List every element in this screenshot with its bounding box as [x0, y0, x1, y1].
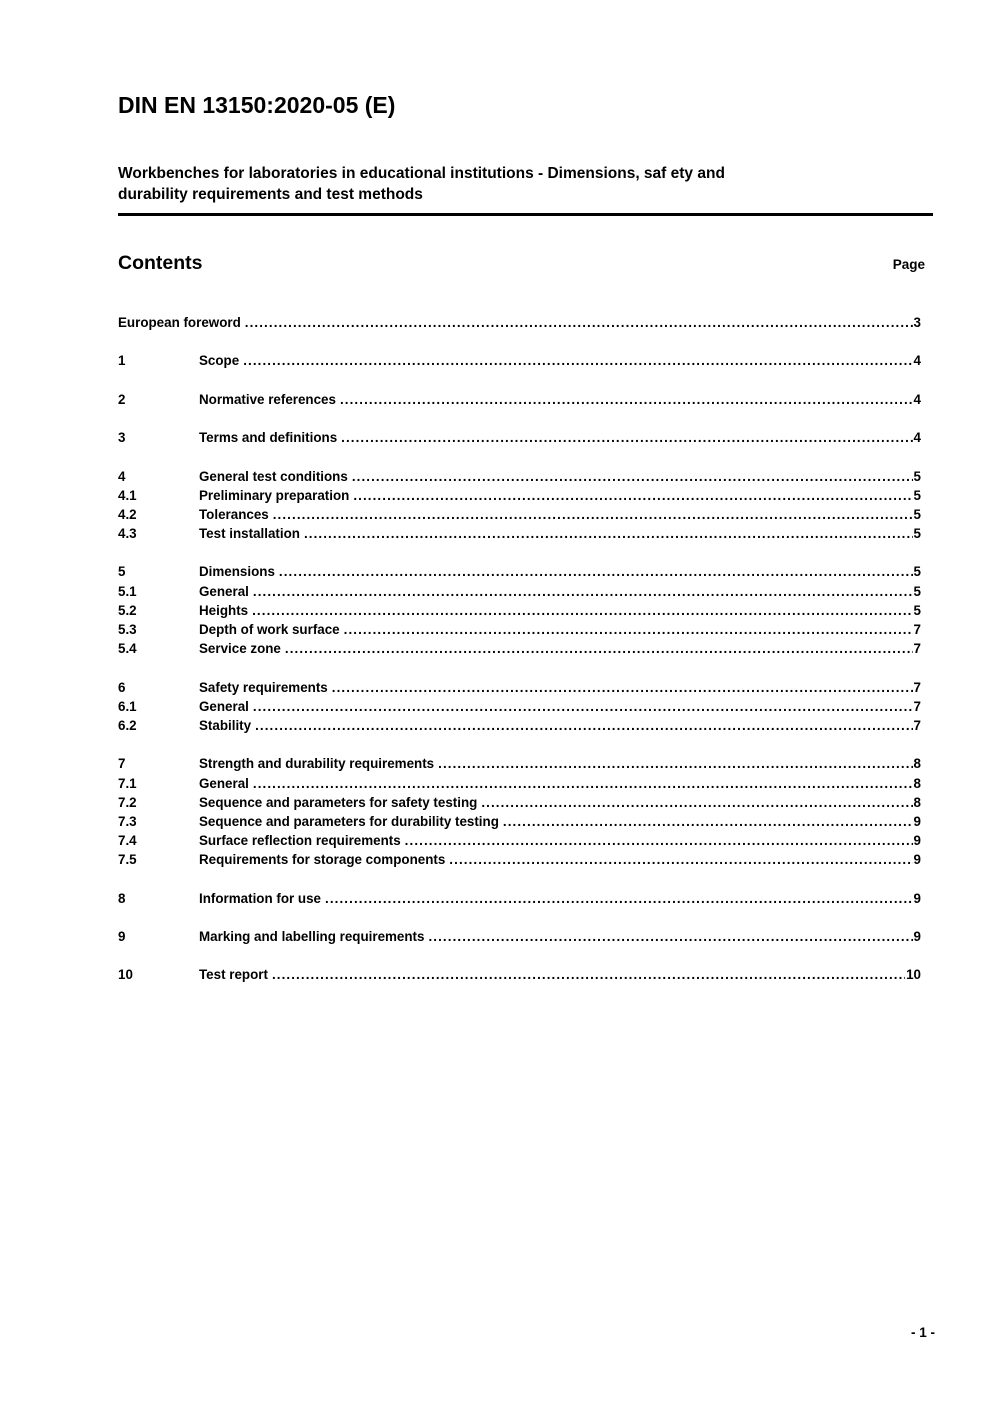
toc-entry-number: 8 [118, 890, 126, 906]
toc-leader-dots [449, 850, 912, 869]
toc-leader-dots [243, 351, 912, 370]
toc-entry-title: Information for use [199, 890, 322, 906]
toc-entry [118, 505, 921, 524]
toc-entry-number: 6.1 [118, 698, 137, 714]
toc-entry-title: Strength and durability requirements [199, 756, 435, 772]
toc-entry-title: Depth of work surface [199, 622, 340, 637]
toc-leader-dots [325, 889, 913, 908]
toc-entry [118, 601, 921, 620]
toc-entry [118, 620, 921, 639]
toc-entry-page: 9 [913, 813, 921, 829]
toc-entry-title: Sequence and parameters for safety testing [199, 794, 478, 810]
toc-leader-dots [344, 620, 913, 639]
toc-leader-dots [405, 831, 913, 850]
toc-entry-title: Dimensions [199, 564, 275, 580]
toc-entry [118, 716, 921, 735]
toc-leader-dots [341, 428, 912, 447]
toc-entry-number: 7.5 [118, 852, 137, 868]
toc-leader-dots [438, 754, 912, 773]
toc-entry [118, 850, 921, 869]
toc-entry-page: 5 [913, 487, 921, 503]
toc-entry-title: Safety requirements [199, 679, 328, 695]
toc-entry-page: 8 [913, 794, 921, 810]
toc-entry-page: 8 [913, 756, 921, 772]
toc-entry-page: 4 [913, 430, 921, 446]
toc-entry-number: 5.2 [118, 602, 137, 618]
toc-entry-number: 6 [118, 679, 126, 695]
toc-entry-number: 4 [118, 468, 126, 484]
toc-entry-page: 7 [913, 717, 921, 733]
toc-entry-title: Terms and definitions [199, 430, 338, 446]
toc-entry-number: 4.1 [118, 487, 137, 503]
toc-entry-page: 3 [913, 315, 921, 330]
toc-entry-number: 5 [118, 564, 126, 580]
toc-leader-dots [304, 524, 913, 543]
toc-entry-number: 7.1 [118, 775, 137, 791]
toc-entry-page: 7 [913, 698, 921, 714]
toc-entry [118, 965, 921, 984]
document-subtitle [118, 163, 933, 216]
toc-leader-dots [503, 812, 913, 831]
toc-entry-title: Sequence and parameters for durability testing [199, 813, 499, 829]
toc-entry-page: 10 [906, 967, 921, 983]
toc-entry [118, 678, 921, 697]
toc-entry-number: 10 [118, 967, 133, 983]
toc-leader-dots [352, 467, 913, 486]
toc-entry-title: Service zone [199, 641, 281, 657]
toc-entry-page: 4 [913, 353, 921, 369]
toc-leader-dots [285, 639, 913, 658]
toc-entry-title: Stability [199, 717, 252, 733]
toc-entry-title: General test conditions [199, 468, 348, 484]
toc-leader-dots [255, 716, 912, 735]
toc-entry-title: General [199, 698, 249, 714]
toc-entry-title: Preliminary preparation [199, 487, 350, 503]
toc-entry [118, 793, 921, 812]
toc-entry-number: 7 [118, 756, 126, 772]
toc-entry-page: 7 [913, 679, 921, 695]
toc-entry-number: 5.1 [118, 583, 137, 599]
toc-entry [118, 812, 921, 831]
subtitle-line-1: Workbenches for laboratories in educational institutions - Dimensions, saf ety and [118, 165, 725, 182]
toc-entry-page: 5 [913, 602, 921, 618]
toc-entry-number: 5.3 [118, 622, 137, 637]
toc-entry-title: Requirements for storage components [199, 852, 446, 868]
toc-leader-dots [353, 486, 912, 505]
toc-leader-dots [252, 601, 912, 620]
toc-entry-title: Heights [199, 602, 249, 618]
toc-entry-page: 5 [913, 506, 921, 522]
toc-entry-title: Surface reflection requirements [199, 833, 401, 849]
toc-entry-title: Tolerances [199, 506, 269, 522]
toc-entry [118, 562, 921, 581]
toc-entry [118, 351, 921, 370]
toc-entry [118, 774, 921, 793]
toc-leader-dots [253, 774, 913, 793]
toc-entry-title: Scope [199, 353, 240, 369]
toc-entry [118, 313, 921, 332]
toc-entry-page: 4 [913, 391, 921, 407]
toc-entry [118, 831, 921, 850]
footer-page-number: - 1 - [910, 1325, 935, 1340]
toc-entry [118, 754, 921, 773]
toc-leader-dots [253, 697, 913, 716]
document-title: DIN EN 13150:2020-05 (E) [118, 92, 396, 118]
toc-entry-number: 2 [118, 391, 126, 407]
toc-entry-number: 4.2 [118, 506, 137, 522]
toc-entry-page: 5 [913, 564, 921, 580]
toc-entry-page: 7 [913, 641, 921, 657]
toc-leader-dots [245, 313, 913, 332]
toc-entry-page: 9 [913, 890, 921, 906]
toc-entry-title: General [199, 775, 249, 791]
toc-entry-number: 3 [118, 430, 126, 446]
page-column-label: Page [892, 257, 925, 272]
toc-entry-title: Test installation [199, 526, 300, 542]
toc-entry-title: European foreword [118, 315, 241, 330]
contents-header-row [118, 252, 933, 275]
toc-entry [118, 486, 921, 505]
toc-entry-number: 7.2 [118, 794, 137, 810]
toc-entry-page: 8 [913, 775, 921, 791]
toc-entry-title: General [199, 583, 249, 599]
toc-entry-number: 6.2 [118, 717, 137, 733]
toc-entry [118, 428, 921, 447]
toc-entry-page: 5 [913, 468, 921, 484]
toc-entry-page: 5 [913, 526, 921, 542]
toc-leader-dots [340, 390, 913, 409]
toc-entry [118, 467, 921, 486]
toc-leader-dots [332, 678, 913, 697]
toc-entry-page: 7 [913, 622, 921, 637]
toc-entry-page: 5 [913, 583, 921, 599]
toc-entry-number: 4.3 [118, 526, 137, 542]
subtitle-line-2: durability requirements and test methods [118, 186, 423, 203]
toc-entry-number: 9 [118, 929, 126, 944]
toc-entry-number: 1 [118, 353, 126, 369]
toc-entry [118, 927, 921, 946]
table-of-contents [118, 313, 933, 985]
toc-entry [118, 889, 921, 908]
toc-entry-title: Marking and labelling requirements [199, 929, 425, 944]
toc-entry [118, 390, 921, 409]
toc-leader-dots [481, 793, 912, 812]
toc-entry-number: 7.4 [118, 833, 137, 849]
toc-entry-number: 5.4 [118, 641, 137, 657]
toc-entry [118, 697, 921, 716]
toc-entry-page: 9 [913, 929, 921, 944]
toc-leader-dots [273, 505, 913, 524]
toc-entry-page: 9 [913, 833, 921, 849]
toc-entry-page: 9 [913, 852, 921, 868]
toc-entry [118, 582, 921, 601]
toc-entry-title: Normative references [199, 391, 336, 407]
toc-leader-dots [428, 927, 912, 946]
toc-entry [118, 524, 921, 543]
toc-leader-dots [279, 562, 913, 581]
toc-entry [118, 639, 921, 658]
contents-heading: Contents [118, 252, 203, 274]
toc-leader-dots [253, 582, 913, 601]
toc-entry-title: Test report [199, 967, 268, 983]
toc-leader-dots [272, 965, 905, 984]
toc-entry-number: 7.3 [118, 813, 137, 829]
